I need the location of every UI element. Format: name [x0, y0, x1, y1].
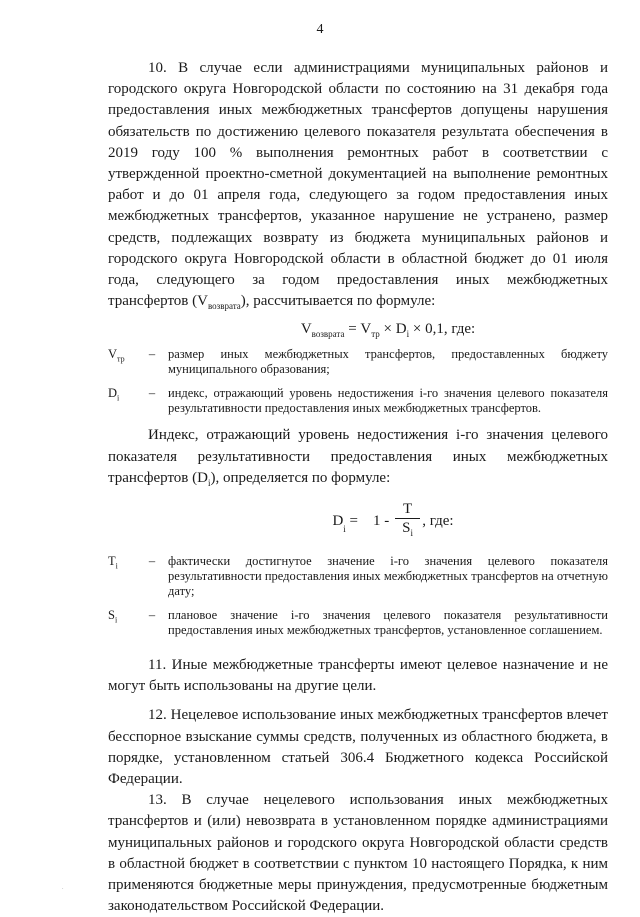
- def-symbol-letter: D: [108, 386, 118, 401]
- definitions-1: [108, 347, 608, 416]
- paragraph-index: [108, 425, 608, 494]
- page-number: 4: [316, 22, 324, 37]
- formula-di: [178, 500, 608, 542]
- def-symbol-sub: i: [114, 615, 118, 625]
- definition-di: [108, 386, 608, 416]
- paragraph-10-text: 10. В случае если администрациями муниципальных районов и городского округа Новгородской области по состоянию на 31 декабря года предоставления иных межбюджетных трансфертов допущены нарушения обязательств по достижению целевого показателя результата обеспечения в 2019 году 100 % выполнения ремонтных работ в соответствии с утвержденной проектно-сметной документацией на выполнение ремонтных работ и до 01 апреля года, следующего за годом предоставления иных межбюджетных трансфертов, указанное нарушение не устранено, размер средств, подлежащих возврату из бюджета муниципальных районов и городского округа Новгородской области в областной бюджет до 01 июля года, следующего за годом предоставления иных межбюджетных трансфертов: [108, 60, 608, 310]
- def-dash: –: [148, 554, 156, 569]
- def-symbol: [108, 347, 136, 377]
- paragraph-10-open: (V: [192, 293, 208, 310]
- def-text: размер иных межбюджетных трансфертов, предоставленных бюджету муниципального образования;: [168, 347, 608, 377]
- def-text: плановое значение i-го значения целевого показателя результативности предоставления иных межбюджетных трансфертов, установленное соглашением.: [168, 608, 608, 638]
- definition-ti: [108, 554, 608, 599]
- def-symbol: [108, 608, 136, 638]
- formula1-lhs-sub: возврата: [311, 329, 345, 340]
- formula2-lhs-sub: i: [343, 524, 346, 535]
- def-text: фактически достигнутое значение i-го значения целевого показателя результативности предоставления иных межбюджетных трансфертов на отчетную дату;: [168, 554, 608, 599]
- def-symbol-letter: V: [108, 347, 118, 362]
- def-symbol-letter: T: [108, 554, 116, 569]
- formula1-tail: × 0,1, где:: [409, 321, 476, 338]
- def-dash: –: [148, 347, 156, 362]
- paragraph-12: 12. Нецелевое использование иных межбюджетных трансфертов влечет бесспорное взыскание суммы средств, полученных из областного бюджета, в порядке, установленном статьей 306.4 Бюджетного кодекса Российской Федерации.: [108, 707, 608, 788]
- fraction-denominator: [402, 519, 413, 542]
- def-symbol-letter: S: [108, 608, 115, 623]
- definition-vtr: [108, 347, 608, 377]
- formula1-d-sub: i: [406, 329, 410, 340]
- def-symbol: [108, 386, 136, 416]
- paragraph-13: 13. В случае нецелевого использования иных межбюджетных трансфертов и (или) невозврата в установленном порядке администрациями муниципальных районов и городского округа Новгородской области средств в областной бюджет в соответствии с пунктом 10 настоящего Порядка, к ним применяются бюджетные меры принуждения, предусмотренные бюджетным законодательством Российской Федерации.: [108, 792, 608, 915]
- def-symbol-sub: тр: [117, 354, 125, 364]
- fraction-den-letter: S: [402, 520, 411, 537]
- paragraph-11: 11. Иные межбюджетные трансферты имеют целевое назначение и не могут быть использованы на другие цели.: [108, 657, 608, 695]
- formula2-eq: = 1 -: [345, 512, 394, 529]
- fraction-numerator: T: [395, 500, 420, 519]
- formula1-lhs: V: [300, 321, 312, 338]
- formula2-tail: , где:: [422, 512, 454, 529]
- definitions-2: [108, 554, 608, 638]
- formula-v-return: [168, 321, 608, 339]
- def-symbol-sub: i: [117, 393, 120, 403]
- fraction-den-sub: i: [410, 528, 414, 539]
- formula2-lhs: D: [332, 512, 344, 529]
- spacer: [108, 647, 608, 655]
- formula1-eq: = V: [344, 321, 372, 338]
- spacer: [108, 697, 608, 705]
- def-dash: –: [148, 608, 156, 623]
- definition-si: [108, 608, 608, 638]
- def-symbol-sub: i: [115, 561, 118, 571]
- paragraph-index-tail: ), определяется по формуле:: [210, 469, 391, 486]
- formula1-mid-sub: тр: [371, 329, 380, 340]
- page-mark: .: [62, 885, 64, 891]
- fraction: [395, 500, 420, 542]
- paragraph-10-tail: ), рассчитывается по формуле:: [240, 293, 436, 310]
- def-symbol: [108, 554, 136, 599]
- paragraph-index-sub: i: [207, 477, 211, 488]
- def-text: индекс, отражающий уровень недостижения i-го значения целевого показателя результативности предоставления иных межбюджетных трансфертов.: [168, 386, 608, 416]
- document-body: [108, 58, 608, 917]
- formula1-mid: × D: [379, 321, 407, 338]
- def-dash: –: [148, 386, 156, 401]
- paragraph-10: [108, 58, 608, 317]
- paragraph-index-text: Индекс, отражающий уровень недостижения i-го значения целевого показателя результативности предоставления иных межбюджетных трансфертов (D: [108, 427, 608, 486]
- paragraph-10-sub: возврата: [207, 301, 241, 312]
